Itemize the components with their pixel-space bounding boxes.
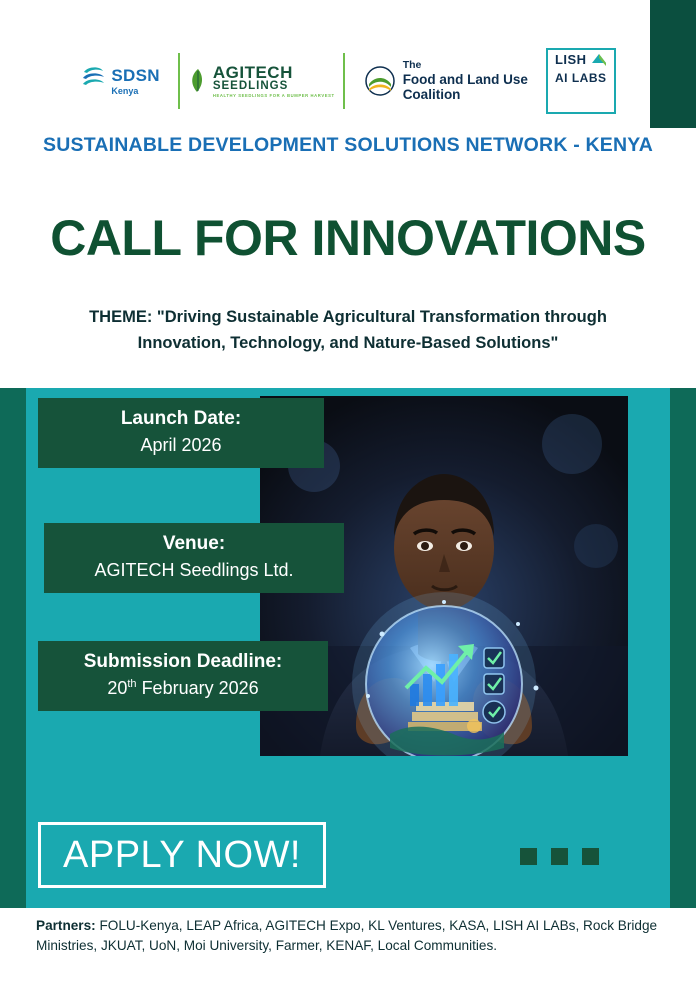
venue-block [44,523,344,593]
submission-deadline-label: Submission Deadline: [83,651,283,672]
decorative-dot [582,848,599,865]
launch-date-block [38,398,324,468]
folu-logo-line3: Coalition [402,86,461,102]
lish-logo-title: LISH [554,52,587,68]
deadline-month-year: February 2026 [136,677,259,698]
page-title: CALL FOR INNOVATIONS [50,210,646,266]
folu-logo-line1: The [402,59,422,72]
submission-deadline-block [38,641,328,711]
folu-logo-line2: Food and Land Use [402,71,528,87]
agitech-logo-subtitle: SEEDLINGS [212,79,289,92]
agitech-logo-title: AGITECH [212,62,293,82]
submission-deadline-value [52,677,314,700]
decorative-dot [520,848,537,865]
deadline-ordinal: th [127,677,137,690]
lish-cube-icon [591,53,607,67]
organization-name: SUSTAINABLE DEVELOPMENT SOLUTIONS NETWORK - KENYA [43,134,653,156]
sdsn-kenya-logo [80,53,159,109]
apply-now-button[interactable]: APPLY NOW! [38,822,326,888]
leaf-icon [188,68,208,94]
launch-date-value: April 2026 [140,434,222,455]
agitech-logo-tagline: HEALTHY SEEDLINGS FOR A BUMPER HARVEST [212,93,335,99]
landscape-icon [363,66,397,96]
deadline-day: 20 [107,677,128,698]
sdsn-swirl-icon [80,64,106,98]
partners-list [36,916,682,955]
sdsn-logo-title: SDSN [111,65,160,85]
logo-row [0,50,696,112]
partners-names: FOLU-Kenya, LEAP Africa, AGITECH Expo, KL Ventures, KASA, LISH AI LABs, Rock Bridge Ministries, JKUAT, UoN, Moi University, Farmer, KENAF, Local Communities. [36,918,658,953]
green-strip-right [670,388,696,908]
venue-label: Venue: [162,533,226,554]
decorative-dot [551,848,568,865]
sdsn-logo-subtitle: Kenya [111,85,139,96]
venue-value: AGITECH Seedlings Ltd. [94,559,294,580]
green-strip-left [0,388,26,908]
food-and-land-use-coalition-logo [363,53,528,109]
lish-logo-subtitle: AI LABS [555,71,607,85]
decorative-dots [520,848,599,865]
launch-date-label: Launch Date: [120,408,242,429]
lish-ai-labs-logo [546,48,616,114]
theme-statement: THEME: "Driving Sustainable Agricultural Transformation through Innovation, Technology, and Nature-Based Solutions" [89,308,607,352]
agitech-seedlings-logo [178,53,345,109]
partners-label: Partners: [36,918,96,933]
